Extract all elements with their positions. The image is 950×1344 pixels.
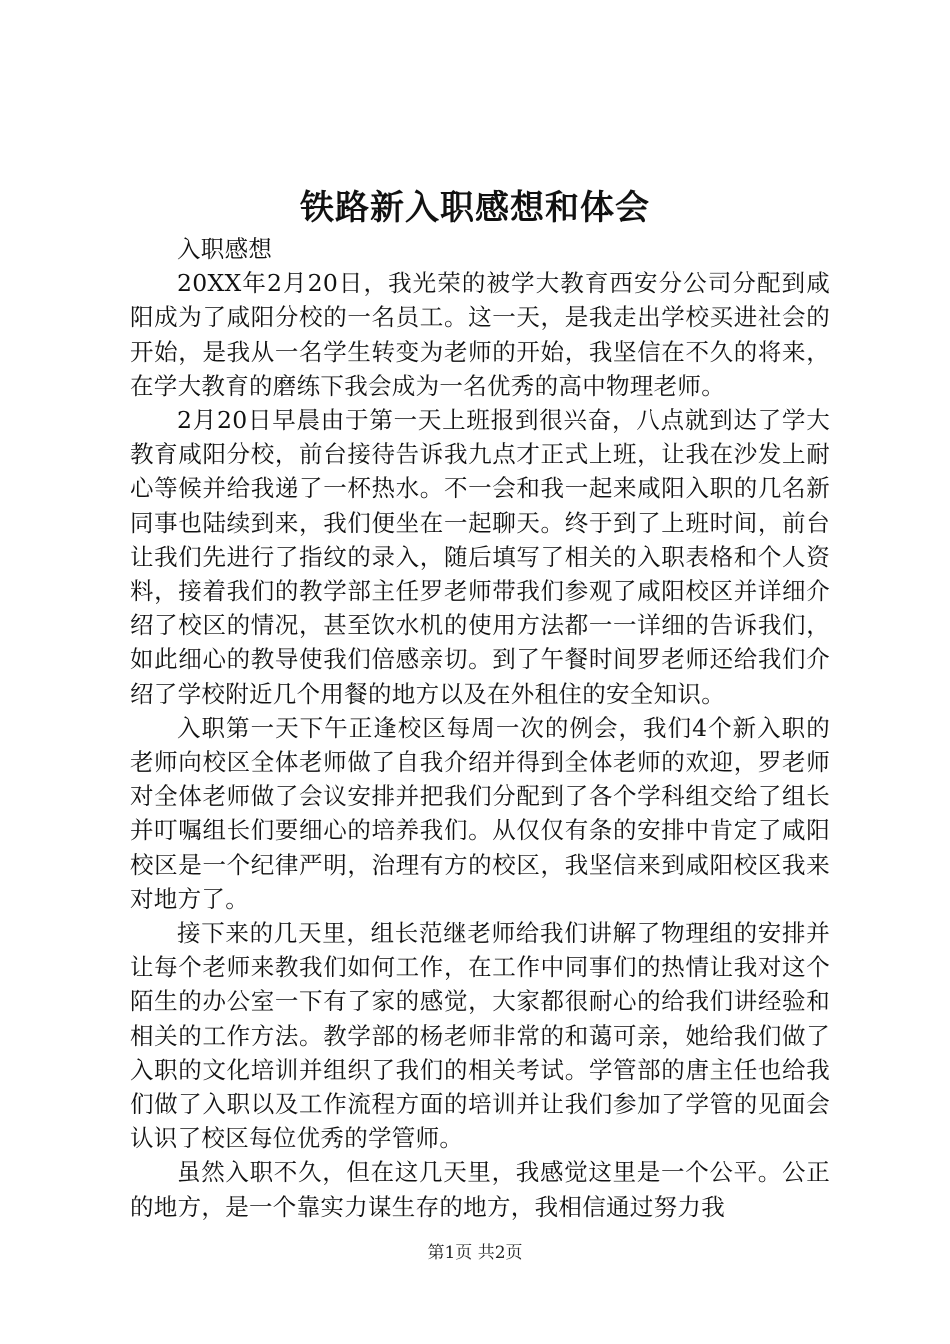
paragraph: 虽然入职不久，但在这几天里，我感觉这里是一个公平。公正的地方，是一个靠实力谋生存的地方，我相信通过努力我	[130, 1158, 830, 1221]
paragraph: 入职第一天下午正逢校区每周一次的例会，我们4个新入职的老师向校区全体老师做了自我介绍并得到全体老师的欢迎，罗老师对全体老师做了会议安排并把我们分配到了各个学科组交给了组长并叮嘱组长们要细心的培养我们。从仅仅有条的安排中肯定了咸阳校区是一个纪律严明，治理有方的校区，我坚信来到咸阳校区我来对地方了。	[130, 713, 830, 913]
paragraph: 20XX年2月20日，我光荣的被学大教育西安分公司分配到咸阳成为了咸阳分校的一名员工。这一天，是我走出学校买进社会的开始，是我从一名学生转变为老师的开始，我坚信在不久的将来，在学大教育的磨练下我会成为一名优秀的高中物理老师。	[130, 269, 830, 400]
document-body	[130, 232, 830, 1224]
paragraph: 2月20日早晨由于第一天上班报到很兴奋，八点就到达了学大教育咸阳分校，前台接待告诉我九点才正式上班，让我在沙发上耐心等候并给我递了一杯热水。不一会和我一起来咸阳入职的几名新同事也陆续到来，我们便坐在一起聊天。终于到了上班时间，前台让我们先进行了指纹的录入，随后填写了相关的入职表格和个人资料，接着我们的教学部主任罗老师带我们参观了咸阳校区并详细介绍了校区的情况，甚至饮水机的使用方法都一一详细的告诉我们，如此细心的教导使我们倍感亲切。到了午餐时间罗老师还给我们介绍了学校附近几个用餐的地方以及在外租住的安全知识。	[130, 406, 830, 708]
section-subtitle: 入职感想	[177, 235, 273, 263]
paragraph: 接下来的几天里，组长范继老师给我们讲解了物理组的安排并让每个老师来教我们如何工作，在工作中同事们的热情让我对这个陌生的办公室一下有了家的感觉，大家都很耐心的给我们讲经验和相关的工作方法。教学部的杨老师非常的和蔼可亲，她给我们做了入职的文化培训并组织了我们的相关考试。学管部的唐主任也给我们做了入职以及工作流程方面的培训并让我们参加了学管的见面会认识了校区每位优秀的学管师。	[130, 919, 830, 1153]
document-title: 铁路新入职感想和体会	[300, 188, 650, 228]
page-number-footer: 第1页 共2页	[427, 1243, 523, 1263]
